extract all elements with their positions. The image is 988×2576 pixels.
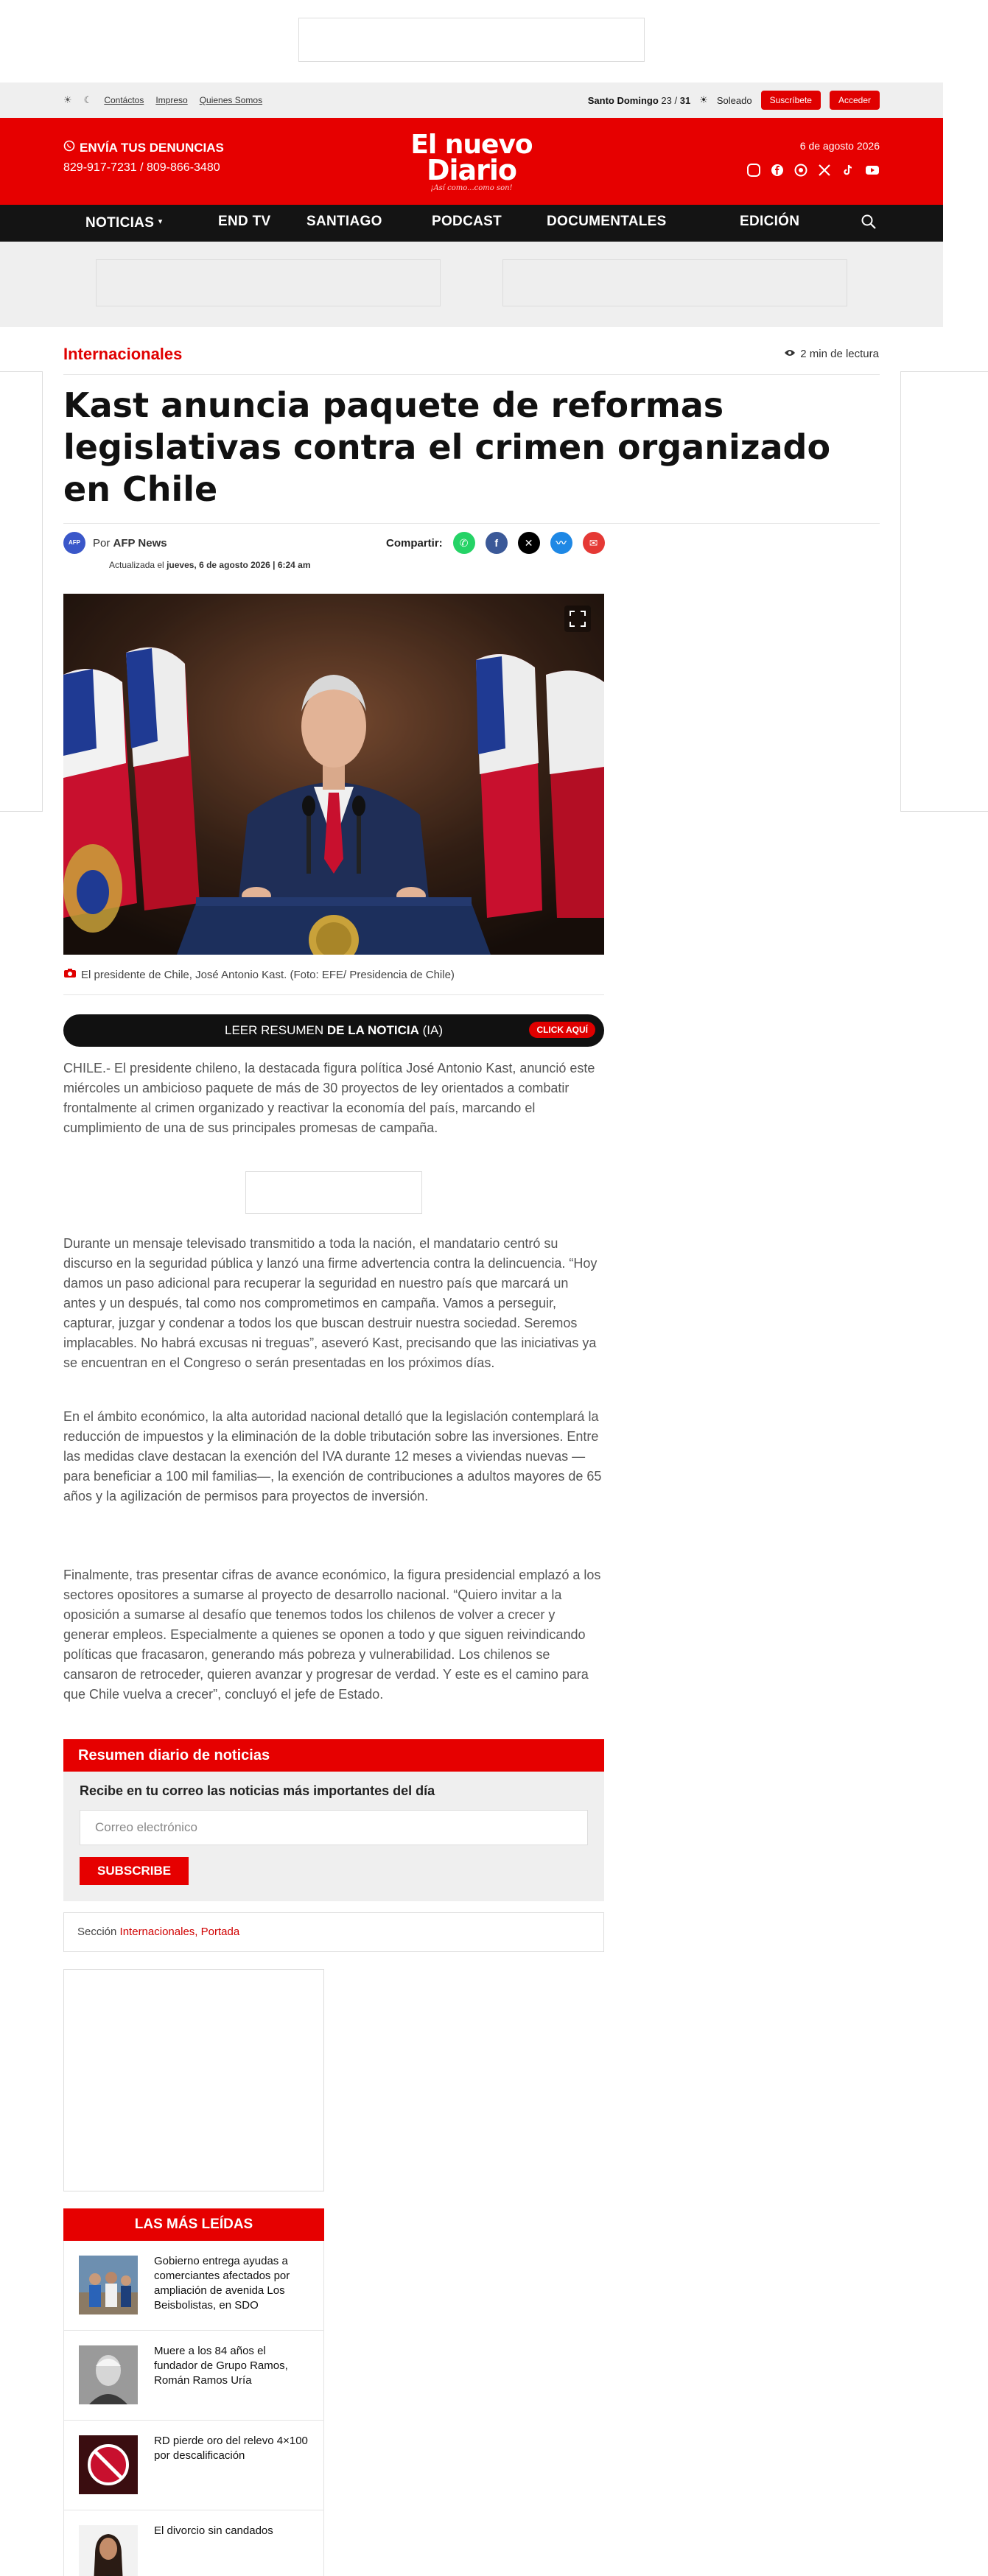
weather-widget — [588, 95, 690, 106]
share-label: Compartir: — [386, 536, 443, 550]
updated-line — [109, 560, 311, 570]
article-paragraph: En el ámbito económico, la alta autoridad nacional detalló que la legislación contemplará la reducción de impuestos y la eliminación de la doble tributación sobre las inversiones. Entre las medidas clave destacan la exención del IVA durante 12 meses a viviendas nuevas —para beneficiar a 100 mil familias—, la exención de contribuciones a adultos mayores de 65 años y la agilización de permisos para proyectos de inversión. — [63, 1409, 602, 1503]
list-item[interactable] — [63, 2241, 324, 2331]
link-quienes-somos[interactable]: Quienes Somos — [199, 95, 263, 105]
section-separator: , — [195, 1926, 201, 1938]
logo-line2: Diario — [426, 154, 517, 186]
newsletter-subscribe-button[interactable]: SUBSCRIBE — [80, 1857, 189, 1885]
moon-icon[interactable]: ☾ — [83, 94, 93, 105]
divider — [63, 994, 604, 995]
nav-noticias[interactable] — [85, 205, 163, 240]
updated-prefix: Actualizada el — [109, 560, 164, 570]
nav-podcast[interactable]: PODCAST — [432, 214, 502, 229]
list-item-title[interactable]: Gobierno entrega ayudas a comerciantes afectados por ampliación de avenida Los Beisbolistas, en SDO — [154, 2255, 290, 2312]
instagram-icon[interactable] — [747, 164, 760, 177]
thumbnail[interactable] — [79, 2256, 138, 2314]
nav-santiago-tv[interactable]: SANTIAGO — [306, 214, 382, 229]
link-impreso[interactable]: Impreso — [155, 95, 188, 105]
site-logo[interactable] — [404, 130, 539, 192]
search-icon[interactable] — [861, 214, 877, 230]
newsletter-subtitle: Recibe en tu correo las noticias más importantes del día — [80, 1783, 435, 1798]
newsletter-box — [63, 1739, 604, 1901]
login-button[interactable]: Acceder — [830, 91, 880, 110]
nav-edicion-impresa[interactable]: EDICIÓN — [740, 214, 800, 229]
read-time-label: 2 min de lectura — [800, 348, 879, 360]
phone-numbers: 829-917-7231 / 809-866-3480 — [63, 161, 220, 174]
article-paragraph: CHILE.- El presidente chileno, la destacada figura política José Antonio Kast, anunció este miércoles un ambicioso paquete de más de 30 proyectos de ley orientados a combatir frontalmente al crimen organizado y reactivar la economía del país, marcando el cumplimiento de una de sus principales promesas de campaña. — [63, 1061, 595, 1135]
share-bar — [386, 532, 605, 554]
newsletter-title: Resumen diario de noticias — [63, 1739, 604, 1772]
thumbnail[interactable] — [79, 2345, 138, 2404]
site-header — [0, 118, 943, 205]
share-messenger-icon[interactable]: 〰 — [550, 532, 572, 554]
ad-slot-right — [502, 259, 847, 306]
most-read — [63, 2208, 324, 2576]
section-link-internacionales[interactable]: Internacionales — [119, 1926, 195, 1938]
ad-band — [0, 242, 943, 327]
byline — [63, 532, 167, 554]
youtube-icon[interactable] — [865, 164, 880, 180]
weather-condition: Soleado — [716, 94, 752, 106]
header-date: 6 de agosto 2026 — [799, 140, 880, 152]
email-field[interactable]: Correo electrónico — [80, 1810, 588, 1845]
whatsapp-outline-icon — [63, 140, 75, 155]
ai-label-part1: LEER RESUMEN — [225, 1023, 324, 1037]
weather-city: Santo Domingo — [587, 94, 659, 106]
subscribe-button[interactable]: Suscríbete — [761, 91, 821, 110]
ai-summary-button[interactable] — [63, 1014, 604, 1047]
read-time — [784, 348, 879, 360]
ai-label-part2: DE LA NOTICIA — [326, 1023, 419, 1037]
chevron-down-icon: ▾ — [158, 217, 163, 226]
weather-low: 23 — [661, 94, 672, 106]
thumbnail[interactable] — [79, 2435, 138, 2494]
image-caption — [63, 968, 455, 981]
weather-sep: / — [674, 94, 678, 106]
main-nav — [0, 205, 943, 242]
logo-line1: El nuevo — [410, 130, 533, 160]
article-paragraph: Durante un mensaje televisado transmitido a toda la nación, el mandatario centró su discurso en la seguridad pública y lanzó una firme advertencia contra la delincuencia. “Hoy damos un paso adicional para recuperar la seguridad en nuestro país que marcará un antes y un después, tal como nos comprometimos en campaña. Vamos a perseguir, capturar, juzgar y condenar a todos los que buscan destruir nuestra sociedad. Seremos implacables. No habrá excusas ni treguas”, aseveró Kast, precisando que las iniciativas ya se encuentran en el Congreso o serán presentadas en los próximos días. — [63, 1236, 598, 1370]
facebook-icon[interactable] — [771, 164, 784, 180]
divider — [63, 374, 880, 375]
tiktok-icon[interactable] — [841, 164, 855, 180]
top-ad-slot — [298, 18, 645, 62]
most-read-title: LAS MÁS LEÍDAS — [63, 2208, 324, 2241]
utility-bar — [0, 83, 943, 118]
section-label: Sección — [77, 1926, 117, 1938]
author-avatar: AFP — [63, 532, 85, 554]
eye-icon — [784, 348, 796, 360]
list-item-title[interactable]: El divorcio sin candados — [154, 2524, 273, 2537]
section-link-portada[interactable]: Portada — [200, 1926, 240, 1938]
ad-slot-left — [96, 259, 441, 306]
divider — [63, 523, 880, 524]
list-item-title[interactable]: RD pierde oro del relevo 4×100 por descalificación — [154, 2435, 308, 2462]
list-item[interactable] — [63, 2331, 324, 2421]
social-links — [747, 164, 880, 180]
share-email-icon[interactable]: ✉ — [583, 532, 605, 554]
section-tags — [63, 1912, 604, 1952]
x-icon[interactable] — [818, 164, 831, 180]
link-contactos[interactable]: Contáctos — [104, 95, 144, 105]
denuncias-label: ENVÍA TUS DENUNCIAS — [80, 140, 224, 155]
nav-noticias-label: NOTICIAS — [85, 215, 155, 231]
list-item[interactable] — [63, 2421, 324, 2510]
share-facebook-icon[interactable]: f — [486, 532, 508, 554]
list-item-title[interactable]: Muere a los 84 años el fundador de Grupo Ramos, Román Ramos Uría — [154, 2345, 288, 2387]
nav-documentales[interactable]: DOCUMENTALES — [547, 214, 667, 229]
list-item[interactable] — [63, 2510, 324, 2576]
by-prefix: Por — [93, 536, 111, 550]
nav-end-tv[interactable]: END TV — [218, 214, 271, 229]
article-paragraph: Finalmente, tras presentar cifras de avance económico, la figura presidencial emplazó a los sectores opositores a sumarse al proyecto de desarrollo nacional. “Quiero invitar a la oposición a sumarse al desafío que tenemos todos los chilenos de volver a crecer y generar empleos. Especialmente a quienes se oponen a todo y que siguen reivindicando políticas que fracasaron, generando más pobreza y vulnerabilidad. Los chilenos se cansaron de retroceder, quieren avanzar y progresar de verdad. Y este es el camino para que Chile vuelva a crecer”, concluyó el jefe de Estado. — [63, 1568, 601, 1702]
denuncias-link[interactable] — [63, 140, 224, 155]
sun-weather-icon: ☀ — [699, 94, 708, 105]
logo-tagline: ¡Así como...como son! — [430, 184, 513, 192]
share-whatsapp-icon[interactable]: ✆ — [453, 532, 475, 554]
ai-label-part3: (IA) — [422, 1023, 443, 1037]
ai-summary-label — [63, 1014, 604, 1047]
article-category[interactable]: Internacionales — [63, 345, 183, 363]
updated-date: jueves, 6 de agosto 2026 | 6:24 am — [167, 560, 311, 570]
thumbnail[interactable] — [79, 2525, 138, 2576]
whatsapp-icon[interactable] — [794, 164, 807, 180]
author-name[interactable]: AFP News — [113, 536, 167, 550]
camera-icon — [63, 968, 77, 981]
ad-rectangle — [63, 1969, 324, 2191]
inline-ad-slot — [245, 1171, 422, 1214]
article-title: Kast anuncia paquete de reformas legislativas contra el crimen organizado en Chile — [63, 385, 831, 509]
sun-icon[interactable]: ☀ — [63, 94, 72, 105]
hero-image[interactable] — [63, 594, 604, 955]
share-x-icon[interactable]: ✕ — [518, 532, 540, 554]
weather-high: 31 — [679, 94, 691, 106]
side-ad-left — [0, 371, 43, 812]
caption-text: El presidente de Chile, José Antonio Kast. (Foto: EFE/ Presidencia de Chile) — [81, 968, 455, 981]
side-ad-right — [900, 371, 988, 812]
click-here-badge[interactable]: CLICK AQUÍ — [529, 1022, 595, 1038]
